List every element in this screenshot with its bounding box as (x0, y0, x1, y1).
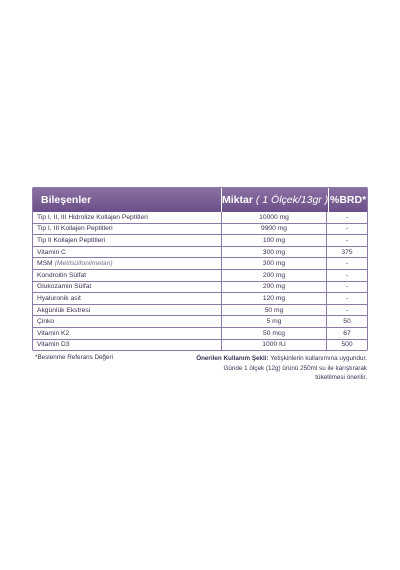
header-ingredient: Bileşenler (33, 188, 222, 212)
usage-instructions (167, 354, 367, 383)
ingredient-cell (33, 328, 222, 339)
nutrition-table (32, 187, 368, 351)
table-header (33, 188, 367, 212)
table-row (33, 281, 367, 293)
amount-cell: 200 mg (222, 282, 327, 293)
ingredient-name: MSM (37, 260, 53, 268)
brd-cell: - (345, 271, 349, 279)
amount-cell: 100 mg (222, 235, 327, 246)
brd-cell: 50 (343, 318, 351, 326)
ingredient-cell (33, 235, 222, 246)
ingredient-cell (33, 282, 222, 293)
table-row (33, 304, 367, 316)
ingredient-cell (33, 258, 222, 269)
brd-cell: - (345, 306, 349, 314)
amount-cell: 50 mcg (222, 328, 327, 339)
ingredient-cell (33, 270, 222, 281)
amount-cell: 9900 mg (222, 224, 327, 235)
usage-line3: tüketilmesi önerilir. (315, 374, 367, 381)
header-amount (222, 188, 329, 212)
ingredient-cell (33, 316, 222, 327)
ingredient-name: Glukozamin Sülfat (37, 283, 92, 291)
amount-cell: 200 mg (222, 270, 327, 281)
usage-line2: Günde 1 ölçek (12g) ürünü 250ml su ile karıştırarak (223, 364, 367, 372)
ingredient-name: Vitamin C (37, 248, 66, 256)
ingredient-note: (Metilsülfonilmetan) (54, 260, 113, 268)
footnote: *Beslenme Referans Değeri (35, 354, 114, 361)
amount-cell: 50 mg (222, 305, 327, 316)
header-amount-label: Miktar (222, 194, 253, 206)
table-row (33, 339, 367, 351)
brd-cell: - (345, 236, 349, 244)
table-row (33, 212, 367, 223)
amount-cell: 1000 IU (222, 340, 327, 351)
ingredient-name: Kondroitin Sülfat (37, 271, 87, 279)
table-row (33, 292, 367, 304)
header-amount-note: ( 1 Ölçek/13gr ) (255, 194, 329, 206)
brd-cell: 500 (341, 341, 353, 349)
brd-cell: - (345, 213, 349, 221)
table-row (33, 315, 367, 327)
ingredient-name: Akgünlük Ekstresi (37, 306, 91, 314)
header-brd: %BRD* (330, 194, 367, 206)
ingredient-cell (33, 224, 222, 235)
ingredient-name: Vitamin K2 (37, 329, 70, 337)
table-row (33, 234, 367, 246)
ingredient-name: Çinko (37, 318, 55, 326)
amount-cell: 300 mg (222, 258, 327, 269)
ingredient-name: Tip II Kollajen Peptitleri (37, 236, 106, 244)
table-row (33, 327, 367, 339)
table-row (33, 257, 367, 269)
brd-cell: 67 (343, 329, 351, 337)
ingredient-name: Hyaluronik asit (37, 294, 81, 302)
brd-cell: - (345, 294, 349, 302)
ingredient-cell (33, 340, 222, 351)
ingredient-cell (33, 293, 222, 304)
ingredient-name: Tip I, II, III Hidrolize Kollajen Peptitleri (37, 213, 148, 221)
usage-label: Önerilen Kullanım Şekli: (196, 355, 269, 362)
ingredient-cell (33, 247, 222, 258)
amount-cell: 5 mg (222, 316, 327, 327)
ingredient-name: Vitamin D3 (37, 341, 70, 349)
amount-cell: 120 mg (222, 293, 327, 304)
amount-cell: 300 mg (222, 247, 327, 258)
brd-cell: 375 (341, 248, 353, 256)
amount-cell: 10000 mg (222, 212, 327, 223)
ingredient-cell (33, 212, 222, 223)
brd-cell: - (345, 225, 349, 233)
usage-line1: Yetişkinlerin kullanımına uygundur. (268, 355, 367, 362)
ingredient-cell (33, 305, 222, 316)
brd-cell: - (345, 260, 349, 268)
table-row (33, 223, 367, 235)
table-row (33, 246, 367, 258)
table-body (33, 212, 367, 350)
ingredient-name: Tip I, III Kollajen Peptitleri (37, 225, 113, 233)
brd-cell: - (345, 283, 349, 291)
table-row (33, 269, 367, 281)
